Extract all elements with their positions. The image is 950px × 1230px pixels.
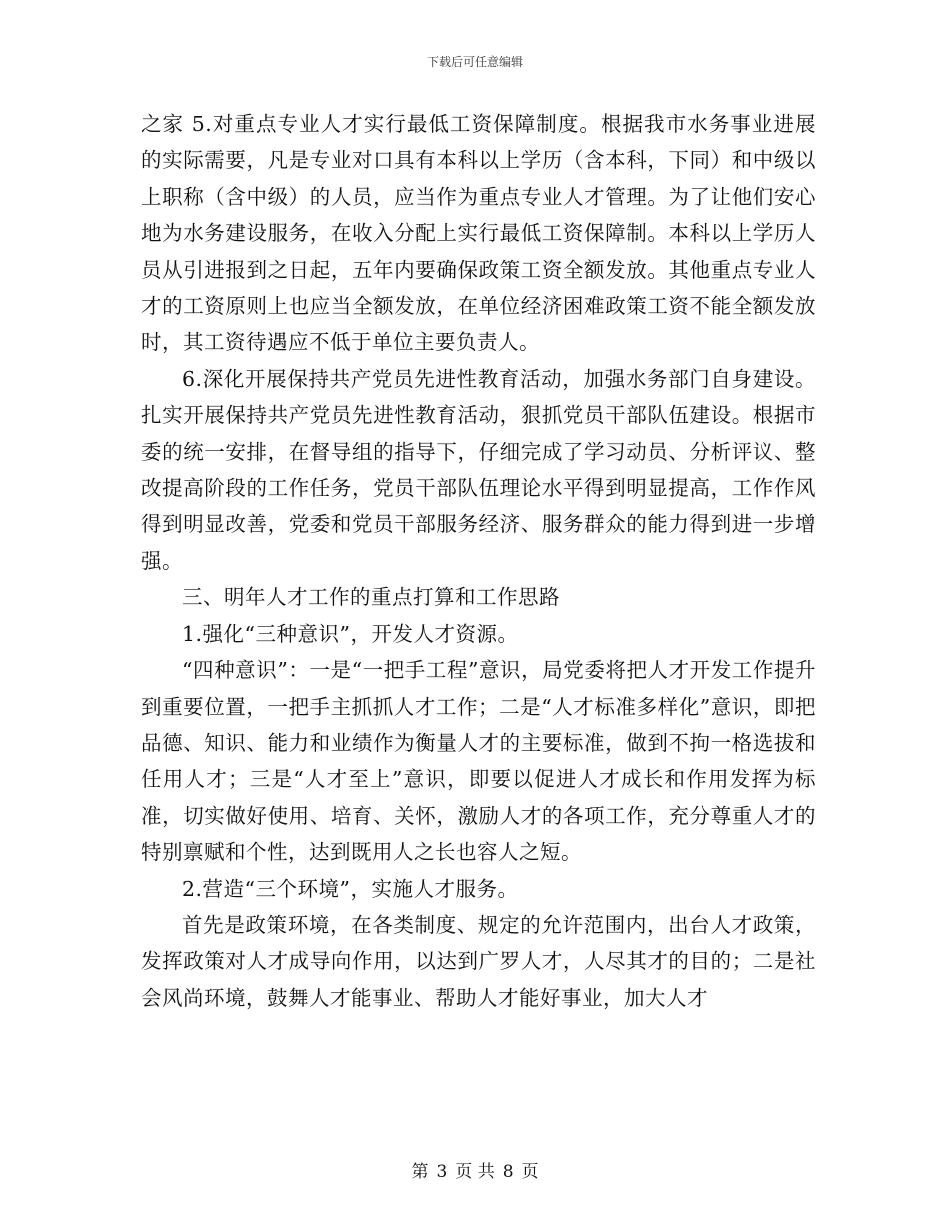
footer-middle: 页 共	[455, 1162, 495, 1182]
subheading: 1.强化“三种意识”，开发人才资源。	[182, 621, 519, 646]
page-header: 下载后可任意编辑	[426, 55, 523, 69]
paragraph: 6.深化开展保持共产党员先进性教育活动，加强水务部门自身建设。扎实开展保持共产党员先进性教育活动，狠抓党员干部队伍建设。根据市委的统一安排，在督导组的指导下，仔细完成了学习动员、分析评议、整改提高阶段的工作任务，党员干部队伍理论水平得到明显提高，工作作风得到明显改善，党委和党员干部服务经济、服务群众的能力得到进一步增强。	[141, 366, 816, 573]
total-pages: 8	[502, 1162, 514, 1182]
page-number: 3	[436, 1162, 448, 1182]
section-heading: 三、明年人才工作的重点打算和工作思路	[182, 585, 560, 610]
footer-prefix: 第	[411, 1162, 429, 1182]
document-body	[141, 106, 816, 1016]
subheading: 2.营造“三个环境”，实施人才服务。	[182, 876, 519, 901]
paragraph: “四种意识”：一是“一把手工程”意识，局党委将把人才开发工作提升到重要位置，一把手主抓抓人才工作；二是“人才标准多样化”意识，即把品德、知识、能力和业绩作为衡量人才的主要标准，做到不拘一格选拔和任用人才；三是“人才至上”意识，即要以促进人才成长和作用发挥为标准，切实做好使用、培育、关怀，激励人才的各项工作，充分尊重人才的特别禀赋和个性，达到既用人之长也容人之短。	[141, 658, 816, 865]
page-footer	[0, 1157, 950, 1182]
paragraph: 首先是政策环境，在各类制度、规定的允许范围内，出台人才政策，发挥政策对人才成导向作用，以达到广罗人才，人尽其才的目的；二是社会风尚环境，鼓舞人才能事业、帮助人才能好事业，加大人才	[141, 912, 816, 1010]
paragraph: 之家 5.对重点专业人才实行最低工资保障制度。根据我市水务事业进展的实际需要，凡是专业对口具有本科以上学历（含本科，下同）和中级以上职称（含中级）的人员，应当作为重点专业人才管理。为了让他们安心地为水务建设服务，在收入分配上实行最低工资保障制。本科以上学历人员从引进报到之日起，五年内要确保政策工资全额发放。其他重点专业人才的工资原则上也应当全额发放，在单位经济困难政策工资不能全额发放时，其工资待遇应不低于单位主要负责人。	[141, 112, 816, 355]
footer-suffix: 页	[521, 1162, 539, 1182]
